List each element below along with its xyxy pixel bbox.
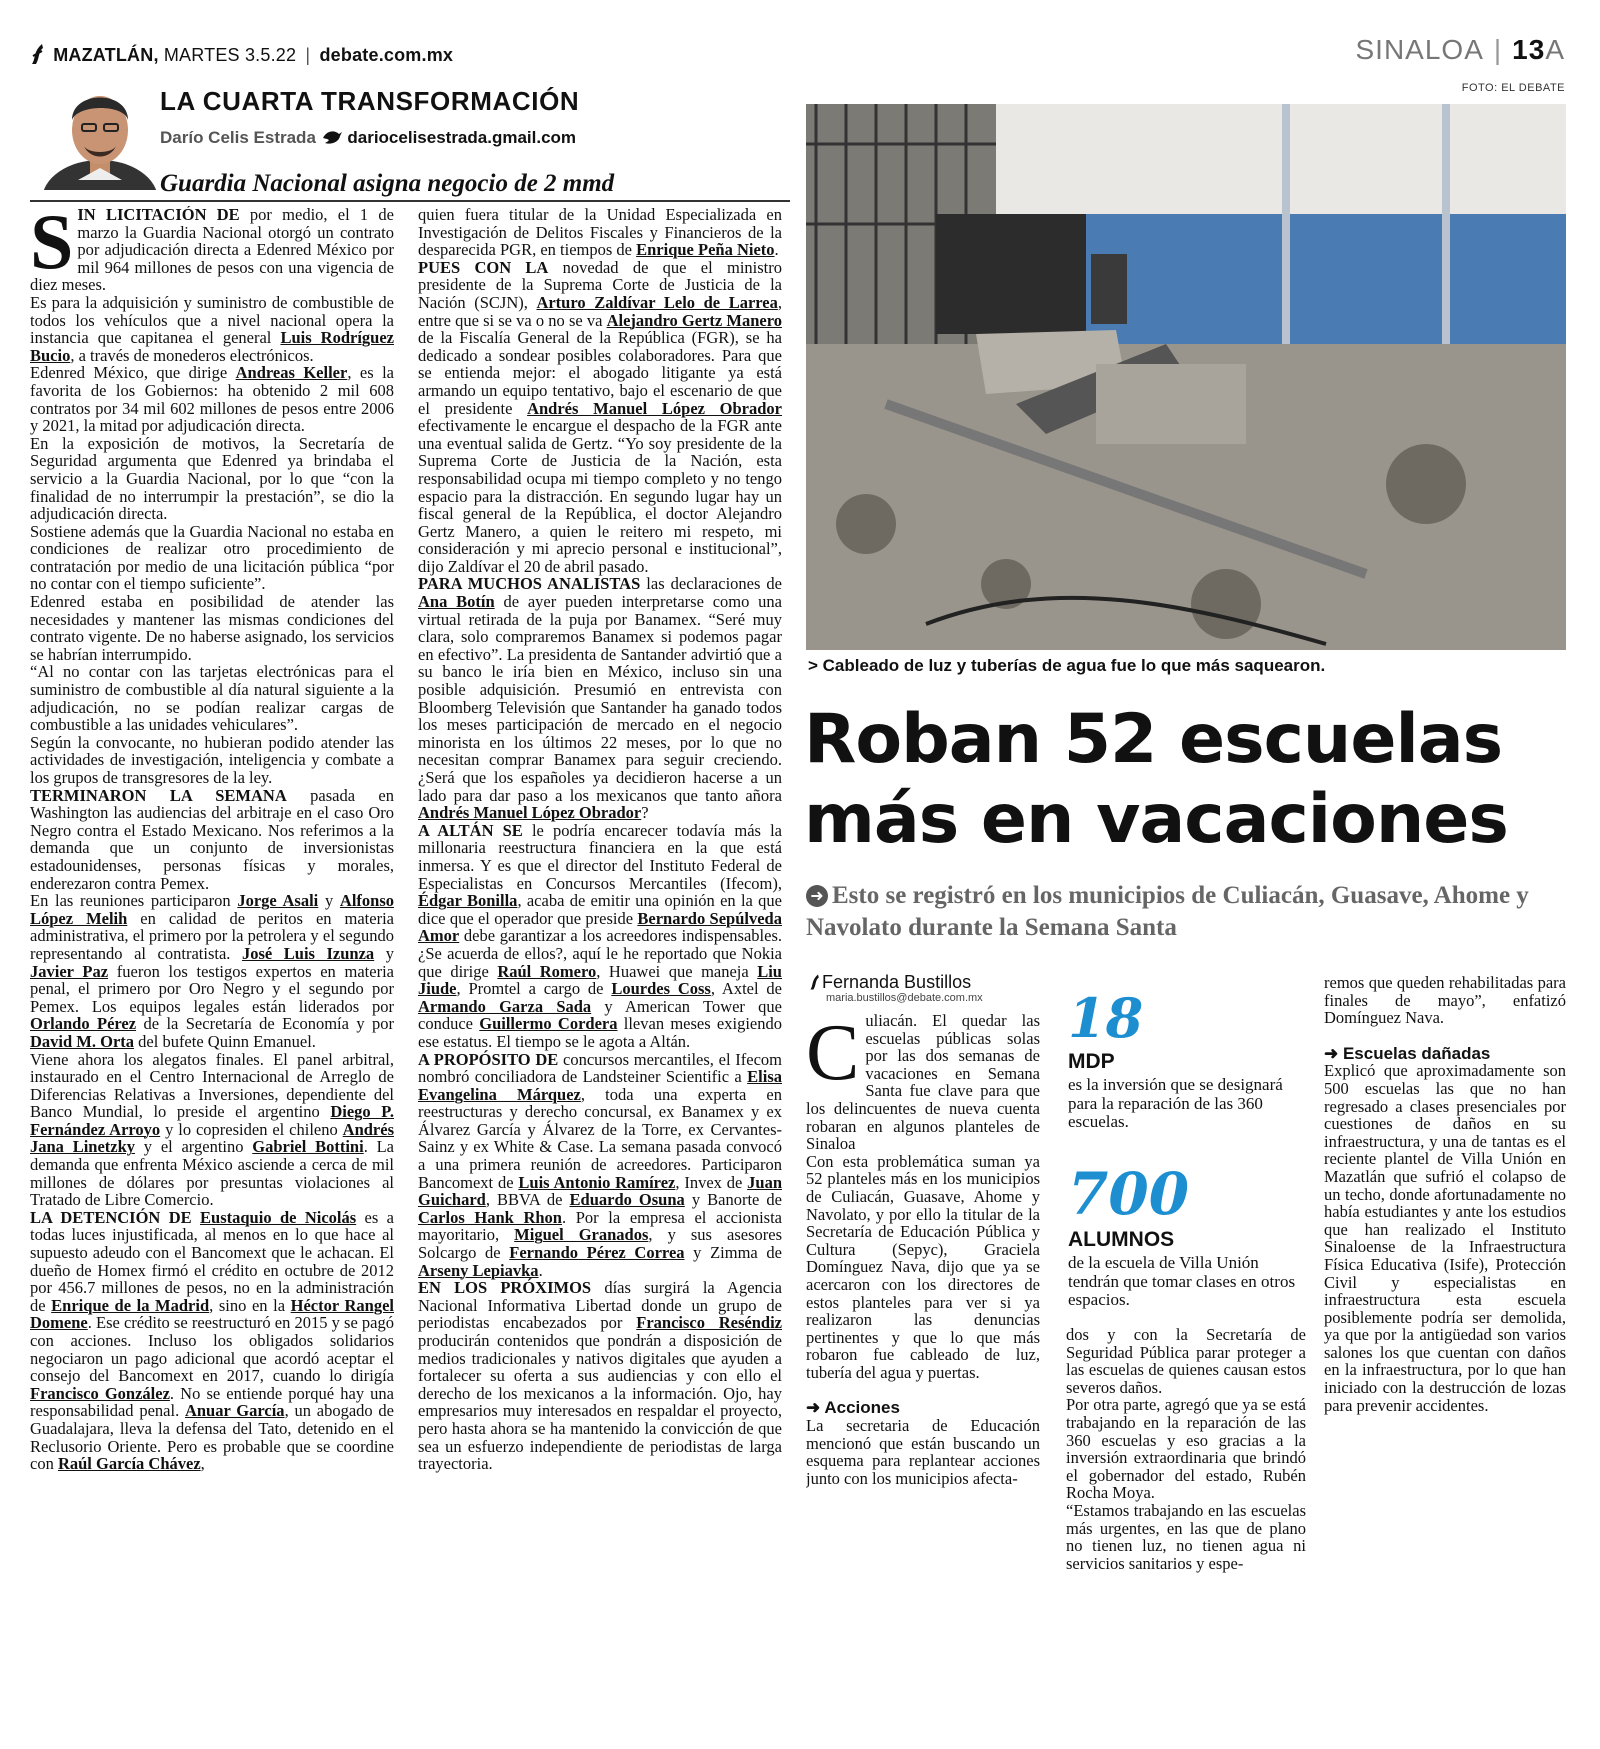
text-run: , y sus asesores Solcargo de <box>418 1225 782 1263</box>
debate-logo-icon <box>30 42 46 66</box>
text-run: . Ese crédito se reestructuró en 2015 y se pagó con acciones. Incluso los obligados solidarios negociaron un pago adicional que acordó aceptar el consejo del Bancomext en 2017, cuando lo dirigía <box>30 1313 394 1386</box>
article-text-d <box>1066 1326 1306 1572</box>
headline-line-2: más en vacaciones <box>804 780 1508 859</box>
reporter-email[interactable]: maria.bustillos@debate.com.mx <box>826 992 983 1004</box>
drop-cap: S <box>30 206 74 285</box>
person-name: Liu Jiude <box>418 961 782 999</box>
person-name: Bernardo Sepúlveda Amor <box>418 908 782 946</box>
lead-in: EN LOS PRÓXIMOS <box>418 1278 592 1298</box>
text-run: y <box>318 891 340 911</box>
lead-in: A PROPÓSITO DE <box>418 1049 559 1069</box>
text-run: ? <box>641 803 649 823</box>
column-paragraph <box>418 206 782 259</box>
text-run: días surgirá la Agencia Nacional Informativa Libertad donde un grupo de periodistas encabezados por <box>418 1278 782 1333</box>
column-paragraph <box>30 523 394 593</box>
person-name: Francisco Reséndiz <box>636 1313 782 1333</box>
column-paragraph <box>30 435 394 523</box>
header-site[interactable]: debate.com.mx <box>319 45 454 65</box>
column-paragraph <box>418 1051 782 1280</box>
person-name: Andrés Manuel López Obrador <box>527 398 782 418</box>
text-run: y el argentino <box>135 1137 253 1157</box>
stat-investment-number: 18 <box>1068 986 1144 1050</box>
column-paragraph <box>30 294 394 364</box>
bird-icon <box>321 128 343 146</box>
arrow-circle-icon: ➜ <box>806 885 828 907</box>
text-run: , un abogado de Guadalajara, lleva la defensa del Tato, detenido en el Reclusorio Oriente. Pero es probable que se coordine con <box>30 1401 394 1474</box>
column-paragraph <box>30 1051 394 1209</box>
text-run: debe garantizar a los acreedores indispensables. ¿Se acuerda de ellos?, aquí le he reportado que Nokia que dirige <box>418 926 782 981</box>
stat-students-unit: ALUMNOS <box>1068 1228 1175 1251</box>
person-name: Andrés Manuel López Obrador <box>418 803 642 823</box>
person-name: Alfonso López Melih <box>30 891 394 928</box>
text-run: , entre que si se va o no se va <box>418 292 782 330</box>
person-name: Orlando Pérez <box>30 1014 137 1034</box>
person-name: Raúl Romero <box>497 961 597 981</box>
article-paragraph: remos que queden rehabilitadas para finales de mayo”, enfatizó Domínguez Nava. <box>1324 974 1566 1028</box>
text-run: producirán contenidos que pondrán a disposición de medios tradicionales y nativos digitales que ayuden a fortalecer su oferta a sus audiencias y con ello el derecho de los mexicanos a la información. Ojo, hay empresarios muy interesados en respaldar el proyecto, pero hasta ahora se ha mantenido la convicción de que sea un esfuerzo independiente de periodistas de larga trayectoria. <box>418 1331 782 1474</box>
page-header-right: SINALOA | 13A <box>1355 34 1565 65</box>
lead-in: A ALTÁN SE <box>418 820 523 840</box>
article-paragraph: uliacán. El quedar las escuelas públicas solas por las dos semanas de vacaciones en Semana Santa fue clave para que los delincuentes de nueva cuenta robaran en algunos planteles de Sinaloa <box>806 1012 1040 1154</box>
person-name: Ana Botín <box>418 592 495 612</box>
person-name: Diego P. Fernández Arroyo <box>30 1102 394 1139</box>
person-name: Arseny Lepiavka <box>418 1260 539 1280</box>
person-name: Gabriel Bottini <box>252 1137 364 1157</box>
text-run: pasada en Washington las audiencias del arbitraje en el caso Oro Negro contra el Estado Mexicano. Nos referimos a la demanda que un conjunto de inversionistas estadounidenses, personas físicas y morales, enderezaron contra Pemex. <box>30 785 394 893</box>
lead-in: PARA MUCHOS ANALISTAS <box>418 574 641 594</box>
person-name: Javier Paz <box>30 961 109 981</box>
article-paragraph: dos y con la Secretaría de Seguridad Pública parar proteger a las escuelas de quienes causan estos severos daños. <box>1066 1325 1306 1397</box>
person-name: Luis Antonio Ramírez <box>518 1172 676 1192</box>
text-run: . Por la empresa el accionista mayoritario, <box>418 1207 782 1245</box>
text-run: , a través de monederos electrónicos. <box>70 345 314 365</box>
lead-in: PUES CON LA <box>418 257 549 277</box>
text-run: Es para la adquisición y suministro de combustible de todos los vehículos que a nivel nacional opera la instancia que capitanea el general <box>30 292 394 348</box>
column-paragraph <box>418 1279 782 1473</box>
person-name: Arturo Zaldívar Lelo de Larrea <box>536 292 778 312</box>
column-paragraph <box>418 822 782 1051</box>
column-paragraph <box>30 787 394 893</box>
debate-logo-icon <box>808 973 822 991</box>
text-run: , Invex de <box>675 1172 748 1192</box>
columnist-name: Darío Celis Estrada <box>160 128 316 147</box>
person-name: Enrique Peña Nieto <box>636 240 775 260</box>
text-run: , BBVA de <box>485 1190 570 1210</box>
stat-students-desc: de la escuela de Villa Unión tendrán que tomar clases en otros espacios. <box>1068 1253 1296 1309</box>
text-run: Edenred México, que dirige <box>30 363 236 383</box>
text-run: En la exposición de motivos, la Secretaría de Seguridad argumenta que Edenred ya brindaba el servicio a la Guardia Nacional, por lo que “con la finalidad de no interrumpir la prestación”, se dio la adjudicación directa. <box>30 433 394 524</box>
text-run: , sino en la <box>209 1295 291 1315</box>
text-run: . <box>538 1260 543 1280</box>
stat-investment-unit: MDP <box>1068 1050 1115 1073</box>
column-paragraph <box>30 734 394 787</box>
columnist-email[interactable]: dariocelisestrada.gmail.com <box>347 128 577 147</box>
column-divider <box>30 200 790 202</box>
person-name: Alejandro Gertz Manero <box>606 310 782 330</box>
column-paragraph <box>30 1209 394 1473</box>
person-name: Luis Rodríguez Bucio <box>30 328 394 365</box>
column-paragraph <box>30 663 394 733</box>
person-name: Andreas Keller <box>235 363 348 383</box>
lead-in: TERMINARON LA SEMANA <box>30 785 287 805</box>
text-run: En las reuniones participaron <box>30 891 238 911</box>
text-run: Viene ahora los alegatos finales. El panel arbitral, instaurado en el Centro Internacional de Arreglo de Diferencias Relativas a Inversiones, dependiente del Banco Mundial, lo preside el argentino <box>30 1049 394 1122</box>
text-run: le podría encarecer todavía más la millonaria reestructura financiera en la que está inmersa. Y es que el director del Instituto Federal de Especialistas en Concursos Mercantiles (Ifecom), <box>418 820 782 893</box>
stat-students-number: 700 <box>1068 1160 1190 1228</box>
column-text-a <box>30 206 394 1696</box>
person-name: Eustaquio de Nicolás <box>200 1207 357 1227</box>
text-run: , es la favorita de los Gobiernos: ha obtenido 2 mil 608 contratos por 34 mil 602 millones de pesos entre 2006 y 2021, la mitad por adjudicación directa. <box>30 363 394 436</box>
reporter-byline <box>808 972 971 993</box>
page-header-left: MAZATLÁN, MARTES 3.5.22 | debate.com.mx <box>30 42 453 66</box>
text-run: , acaba de emitir una opinión en la que dice que el operador que preside <box>418 891 782 928</box>
article-paragraph: Por otra parte, agregó que ya se está trabajando en la reparación de las 360 escuelas y eso gracias a la inversión extraordinaria que brindó el gobernador del estado, Rubén Rocha Moya. <box>1066 1395 1306 1503</box>
column-paragraph <box>30 364 394 434</box>
section-name: SINALOA <box>1355 34 1484 65</box>
person-name: Jorge Asali <box>237 891 319 911</box>
article-subhead <box>806 880 1566 944</box>
article-paragraph: Explicó que aproximadamente son 500 escuelas las que no han regresado a clases presenciales por cuestiones de daños en su infraestructura, y una de tantas es el reciente plantel de Villa Unión en Mazatlán que sufrió el colapso de un techo, donde afortunadamente no había estudiantes y ante los estudios que han realizado el Instituto Sinaloense de la Infraestructura Física Educativa (Isife), Protección Civil y especialistas en infraestructura esta escuela posiblemente podría ser demolida, ya que por la antigüedad son varios salones los que cuentan con daños en la infraestructura, por lo que han iniciado con la destrucción de lozas para prevenir accidentes. <box>1324 1061 1566 1415</box>
person-name: Francisco González <box>30 1383 170 1403</box>
person-name: Édgar Bonilla <box>418 891 518 911</box>
vandalized-school-photo <box>806 104 1566 650</box>
person-name: Anuar García <box>184 1401 285 1421</box>
text-run: de la Fiscalía General de la República (FGR), se ha dedicado a sondear posibles colaboradores. Para que se entienda mejor: el abogado litigante ya está armando un equipo tentativo, bajo el escenario de que el presidente <box>418 328 782 418</box>
photo-caption: > Cableado de luz y tuberías de agua fue lo que más saquearon. <box>808 656 1326 675</box>
column-paragraph <box>30 206 394 294</box>
text-run: del bufete Quinn Emanuel. <box>134 1031 316 1051</box>
columnist-portrait <box>38 80 162 190</box>
person-name: Guillermo Cordera <box>479 1014 618 1034</box>
stat-investment-desc: es la inversión que se designará para la reparación de las 360 escuelas. <box>1068 1075 1283 1131</box>
person-name: José Luis Izunza <box>241 943 375 963</box>
text-run: “Al no contar con las tarjetas electrónicas para el suministro de combustible al día natural siguiente a la adjudicación, no se podían realizar cargas de combustible a las unidades vehiculares”. <box>30 662 394 735</box>
person-name: Elisa Evangelina Márquez <box>418 1067 782 1104</box>
column-headline: Guardia Nacional asigna negocio de 2 mmd <box>160 170 615 197</box>
text-run: , <box>200 1454 205 1474</box>
lead-in: IN LICITACIÓN DE <box>77 206 240 224</box>
person-name: Fernando Pérez Correa <box>509 1243 685 1263</box>
text-run: Según la convocante, no hubieran podido atender las actividades de investigación, inteligencia y combate a los grupos de transgresores de la ley. <box>30 732 394 787</box>
person-name: Héctor Rangel Domene <box>30 1295 394 1333</box>
text-run: de la Secretaría de Economía y por <box>136 1014 394 1034</box>
column-paragraph <box>418 259 782 576</box>
article-paragraph: “Estamos trabajando en las escuelas más urgentes, en las que de plano no tienen luz, no tienen agua ni servicios sanitarios y espe- <box>1066 1500 1306 1573</box>
reporter-name: Fernanda Bustillos <box>822 972 972 992</box>
person-name: Armando Garza Sada <box>418 996 592 1016</box>
person-name: Eduardo Osuna <box>569 1190 685 1210</box>
text-run: , Promtel a cargo de <box>456 979 612 999</box>
person-name: Enrique de la Madrid <box>51 1295 210 1315</box>
lead-in: LA DETENCIÓN DE <box>30 1207 192 1227</box>
text-run: , Huawei que maneja <box>596 961 758 981</box>
column-byline <box>160 128 576 148</box>
person-name: Carlos Hank Rhon <box>418 1207 562 1227</box>
column-text-b <box>418 206 782 1696</box>
article-paragraph: La secretaria de Educación mencionó que están buscando un esquema para replantear acciones junto con los municipios afecta- <box>806 1416 1040 1488</box>
column-paragraph <box>30 593 394 663</box>
text-run: efectivamente le encargue el despacho de la FGR ante una eventual salida de Gertz. “Yo soy presidente de la Suprema Corte de Justicia de la Nación, esta responsabilidad ocupa mi tiempo completo y no tengo espacio para la distracción. En segundo lugar hay un fiscal general de la República, el doctor Alejandro Gertz Manero, a quien le reitero mi respeto, mi consideración y mi aprecio personal e institucional”, dijo Zaldívar el 20 de abril pasado. <box>418 416 782 576</box>
subsection-acciones: ➜ Acciones <box>806 1398 900 1418</box>
text-run: llevan meses exigiendo ese estatus. El tiempo se le agota a Altán. <box>418 1014 782 1051</box>
text-run: y lo copresiden el chileno <box>160 1119 343 1139</box>
text-run: de ayer pueden interpretarse como una virtual retirada de la puja por Banamex. “Seré muy clara, solo compraremos Banamex si podemos pagar en efectivo”. La presidenta de Santander advirtió que a su banco le iría bien en México, incluso sin una posible adquisición. Presumió en entrevista con Bloomberg Televisión que Santander ha ganado todos los meses participación de mercado en el negocio minorista en los últimos 22 meses, por lo que no necesitan comprar Banamex para seguir creciendo. ¿Será que los españoles ya decidieron hacerse a un lado para dar paso a los mexicanos que tanto añora <box>418 592 782 805</box>
header-city: MAZATLÁN, <box>53 45 159 65</box>
person-name: Lourdes Coss <box>611 979 711 999</box>
text-run: , Axtel de <box>710 979 782 999</box>
text-run: y Zimma de <box>684 1243 782 1263</box>
column-title: LA CUARTA TRANSFORMACIÓN <box>160 86 580 116</box>
column-paragraph <box>30 892 394 1050</box>
text-run: es a todas luces injustificada, al menos en lo que hace al supuesto adeudo con el Bancomext que le achacan. El dueño de Homex firmó el crédito en octubre de 2012 por 456.7 millones de pesos, no en la administración de <box>30 1207 394 1315</box>
text-run: por medio, el 1 de marzo la Guardia Nacional otorgó un contrato por adjudicación directa a Edenred México por mil 964 millones de pesos con una vigencia de diez meses. <box>30 206 394 295</box>
subhead-text: Esto se registró en los municipios de Culiacán, Guasave, Ahome y Navolato durante la Semana Santa <box>806 882 1529 941</box>
person-name: Miguel Granados <box>514 1225 649 1245</box>
text-run: las declaraciones de <box>640 574 782 594</box>
text-run <box>192 1208 200 1227</box>
page-suffix: A <box>1545 34 1565 65</box>
person-name: David M. Orta <box>30 1031 135 1051</box>
article-headline <box>804 700 1584 860</box>
text-run: fueron los testigos expertos en materia penal, el primero por Oro Negro y el segundo por Pemex. Los equipos legales están liderados por <box>30 961 394 1016</box>
article-text-e <box>1324 974 1566 1694</box>
text-run: . No se entiende porqué hay una responsabilidad penal. <box>30 1383 394 1421</box>
text-run: en calidad de peritos en materia administrativa, el primero por la petrolera y el segundo representando al contratista. <box>30 908 394 963</box>
text-run: y <box>374 943 394 963</box>
article-paragraph: Con esta problemática suman ya 52 planteles más en los municipios de Culiacán, Guasave, Ahome y Navolato, y por ello la titular de la Secretaría de Educación Pública y Cultura (Sepyc), Graciela Domínguez Nava, dijo que ya se acercaron con los directores de estos planteles para ver si ya realizaron las denuncias pertinentes y que lo que más robaron fue cableado de luz, tubería del agua y puertas. <box>806 1151 1040 1382</box>
text-run: y American Tower que conduce <box>418 996 782 1034</box>
person-name: Juan Guichard <box>418 1172 782 1210</box>
text-run: y Banorte de <box>684 1190 782 1210</box>
text-run: quien fuera titular de la Unidad Especializada en Investigación de Delitos Fiscales y Financieros de la desparecida PGR, en tiempos de <box>418 206 782 260</box>
text-run: Edenred estaba en posibilidad de atender las necesidades y mantener las mismas condiciones del contrato vigente. De no haberse asignado, los servicios se habrían interrumpido. <box>30 592 394 664</box>
article-text-c <box>806 1012 1040 1702</box>
headline-line-1: Roban 52 escuelas <box>804 700 1503 779</box>
header-date: MARTES 3.5.22 <box>163 45 297 65</box>
text-run: concursos mercantiles, el Ifecom nombró conciliadora de Landsteiner Scientific a <box>418 1049 782 1087</box>
page-number: 13 <box>1512 34 1546 65</box>
text-run: . La demanda que enfrenta México asciende a cerca de mil millones de dólares por presuntas violaciones al Tratado de Libre Comercio. <box>30 1137 394 1210</box>
text-run: , toda una experta en reestructuras y derecho concursal, ex Banamex y ex Álvarez García y Álvarez de la Torre, ex Cervantes-Sainz y ex White & Case. La semana pasada convocó a una primera reunión de acreedores. Participaron Bancomext de <box>418 1084 782 1192</box>
person-name: Raúl García Chávez <box>57 1454 201 1474</box>
person-name: Andrés Jana Linetzky <box>30 1119 394 1157</box>
text-run: Sostiene además que la Guardia Nacional no estaba en condiciones de realizar otro procedimiento de contratación por medio de una licitación pública “por no contar con el tiempo suficiente”. <box>30 521 394 594</box>
column-paragraph <box>418 575 782 821</box>
photo-credit: FOTO: EL DEBATE <box>1461 82 1565 94</box>
drop-cap: C <box>806 1012 860 1097</box>
text-run: novedad de que el ministro presidente de la Suprema Corte de Justicia de la Nación (SCJN), <box>418 257 782 312</box>
subsection-escuelas-danadas: ➜ Escuelas dañadas <box>1324 1043 1491 1063</box>
text-run: . <box>774 240 779 260</box>
